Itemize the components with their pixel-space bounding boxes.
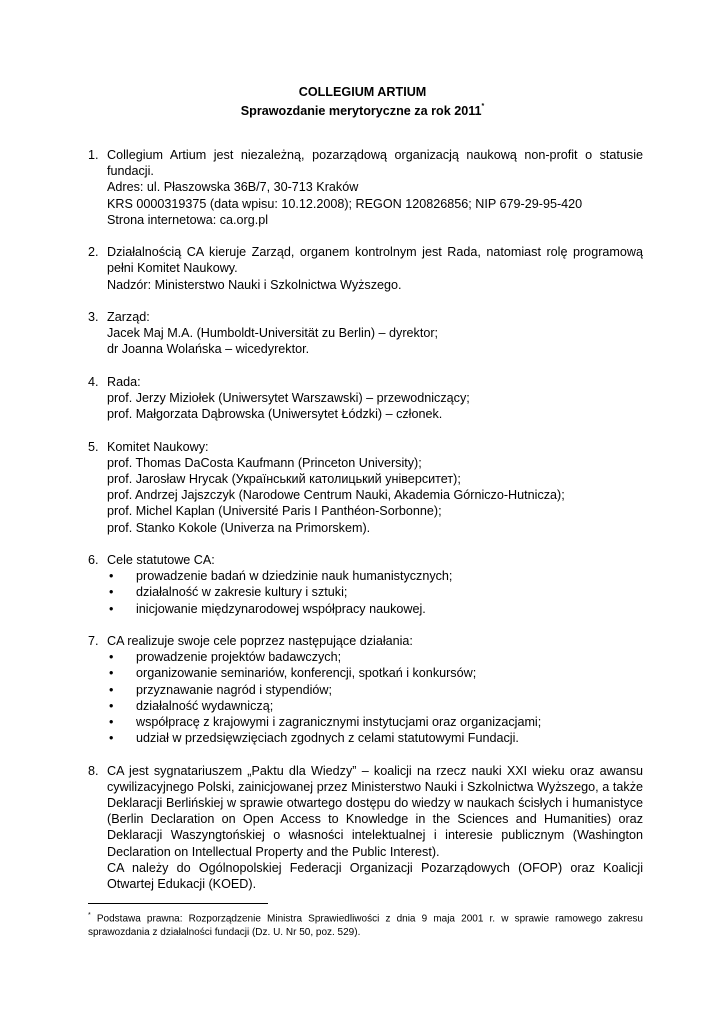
bullet-icon: •: [109, 585, 114, 600]
bullet-icon: •: [109, 698, 114, 713]
list-item: [107, 568, 643, 584]
bullet-icon: •: [109, 666, 114, 681]
section-text: Collegium Artium jest niezależną, pozarządową organizacją naukową non-profit o statusie fundacji.: [107, 148, 643, 179]
committee-member: prof. Jarosław Hrycak (Український католицький університет);: [107, 472, 461, 486]
section-text-membership: CA należy do Ogólnopolskiej Federacji Organizacji Pozarządowych (OFOP) oraz Koalicji Otwartej Edukacji (KOED).: [107, 860, 643, 892]
footnote-reference: *: [481, 103, 485, 110]
footnote: [88, 909, 643, 939]
list-item: [107, 698, 643, 714]
section-text: CA jest sygnatariuszem „Paktu dla Wiedzy” – koalicji na rzecz nauki XXI wieku oraz awansu cywilizacyjnego Polski, zainicjowanej przez Ministerstwo Nauki i Szkolnictwa Wyższego, a także Deklaracji Berlińskiej w sprawie otwartego dostępu do wiedzy w naukach ścisłych i humanistyce (Berlin Declaration on Open Access to Knowledge in the Sciences and Humanities) oraz Deklaracji Waszyngtońskiej o własności intelektualnej i interesie publicznym (Washington Declaration on Intellectual Property and the Public Interest).: [107, 763, 643, 859]
bullet-icon: •: [109, 715, 114, 730]
council-member: prof. Jerzy Miziołek (Uniwersytet Warszawski) – przewodniczący;: [107, 391, 470, 405]
footnote-mark: *: [88, 912, 91, 919]
goals-list: [107, 568, 643, 617]
committee-member: prof. Michel Kaplan (Université Paris I Panthéon-Sorbonne);: [107, 504, 442, 519]
section-3: [88, 309, 643, 358]
list-item: [107, 682, 643, 698]
list-item: [107, 730, 643, 746]
section-5: [88, 439, 643, 536]
document-body: [88, 147, 643, 908]
section-heading: CA realizuje swoje cele poprzez następujące działania:: [107, 634, 413, 648]
registry-line: KRS 0000319375 (data wpisu: 10.12.2008); REGON 120826856; NIP 679-29-95-420: [107, 196, 583, 211]
section-number: 4.: [88, 374, 99, 389]
document-title: COLLEGIUM ARTIUM: [298, 85, 427, 99]
section-number: 2.: [88, 245, 99, 260]
section-2: [88, 244, 643, 293]
section-number: 1.: [88, 148, 99, 162]
section-heading: Komitet Naukowy:: [107, 439, 209, 454]
list-item-text: organizowanie seminariów, konferencji, spotkań i konkursów;: [136, 666, 477, 681]
section-6: [88, 552, 643, 617]
bullet-icon: •: [109, 569, 114, 584]
document-subtitle: [0, 101, 725, 119]
footnote-text: Podstawa prawna: Rozporządzenie Ministra Sprawiedliwości z dnia 9 maja 2001 r. w sprawie ramowego zakresu sprawozdania z działalności fundacji (Dz. U. Nr 50, poz. 529).: [88, 913, 643, 938]
list-item-text: przyznawanie nagród i stypendiów;: [136, 682, 333, 697]
section-1: [88, 147, 643, 228]
section-number: 5.: [88, 439, 99, 454]
list-item-text: działalność wydawniczą;: [136, 698, 274, 713]
section-number: 7.: [88, 634, 99, 648]
list-item-text: współpracę z krajowymi i zagranicznymi instytucjami oraz organizacjami;: [136, 715, 542, 730]
section-number: 8.: [88, 763, 99, 778]
section-heading: Rada:: [107, 374, 141, 389]
list-item-text: działalność w zakresie kultury i sztuki;: [136, 585, 348, 600]
address-line: Adres: ul. Płaszowska 36B/7, 30-713 Kraków: [107, 180, 359, 195]
list-item: [107, 584, 643, 600]
list-item: [107, 714, 643, 730]
activities-list: [107, 649, 643, 746]
board-member: Jacek Maj M.A. (Humboldt-Universität zu Berlin) – dyrektor;: [107, 326, 439, 341]
committee-member: prof. Thomas DaCosta Kaufmann (Princeton University);: [107, 455, 422, 470]
section-number: 6.: [88, 553, 99, 567]
list-item-text: prowadzenie badań w dziedzinie nauk humanistycznych;: [136, 569, 453, 584]
section-text: Działalnością CA kieruje Zarząd, organem kontrolnym jest Rada, natomiast rolę programową pełni Komitet Naukowy.: [107, 245, 643, 276]
subtitle-text: Sprawozdanie merytoryczne za rok 2011: [240, 104, 482, 119]
bullet-icon: •: [109, 682, 114, 697]
committee-member: prof. Stanko Kokole (Univerza na Primorskem).: [107, 520, 371, 535]
section-heading: Zarząd:: [107, 310, 150, 324]
board-member: dr Joanna Wolańska – wicedyrektor.: [107, 342, 310, 357]
footnote-divider: [88, 903, 268, 904]
bullet-icon: •: [109, 731, 114, 746]
list-item-text: inicjowanie międzynarodowej współpracy naukowej.: [136, 601, 426, 616]
list-item: [107, 665, 643, 681]
section-8: [88, 763, 643, 893]
bullet-icon: •: [109, 601, 114, 616]
website-line: Strona internetowa: ca.org.pl: [107, 212, 269, 227]
list-item: [107, 649, 643, 665]
bullet-icon: •: [109, 650, 114, 665]
section-number: 3.: [88, 310, 99, 324]
section-heading: Cele statutowe CA:: [107, 553, 215, 567]
committee-member: prof. Andrzej Jajszczyk (Narodowe Centrum Nauki, Akademia Górniczo-Hutnicza);: [107, 488, 565, 503]
list-item-text: prowadzenie projektów badawczych;: [136, 650, 342, 665]
list-item: [107, 601, 643, 617]
council-member: prof. Małgorzata Dąbrowska (Uniwersytet Łódzki) – członek.: [107, 407, 443, 422]
section-7: [88, 633, 643, 746]
supervision-line: Nadzór: Ministerstwo Nauki i Szkolnictwa Wyższego.: [107, 277, 402, 292]
list-item-text: udział w przedsięwzięciach zgodnych z celami statutowymi Fundacji.: [136, 731, 519, 746]
section-4: [88, 374, 643, 423]
